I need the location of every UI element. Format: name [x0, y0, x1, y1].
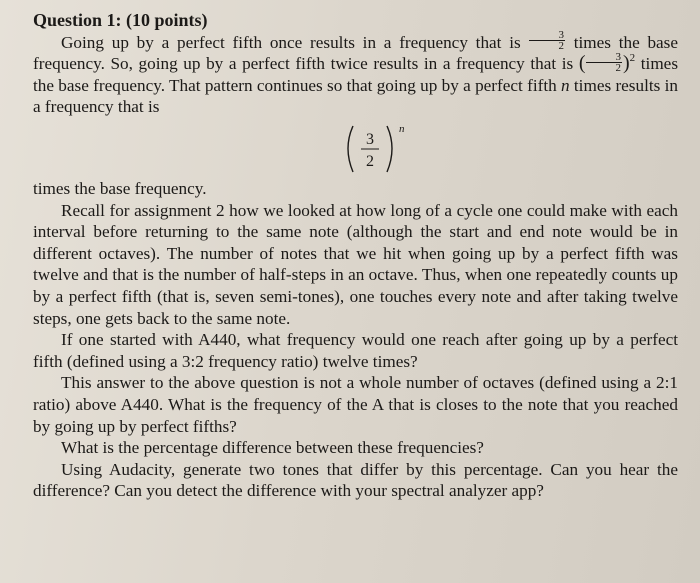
display-denominator: 2	[366, 152, 374, 170]
paragraph-percentage-question: What is the percentage difference between these frequencies?	[61, 438, 484, 458]
intro-part2: times the base frequency. So, going up by a perfect fifth twice results in a frequency that is	[33, 32, 679, 74]
after-display-text: times the base frequency.	[33, 178, 207, 198]
paragraph-a440-question: If one started with A440, what frequency would one reach after going up by a perfect fifth (defined using a 3:2 frequency ratio) twelve times?	[33, 330, 678, 371]
big-open-paren	[348, 126, 353, 172]
display-fraction-power	[343, 122, 423, 178]
fraction-denominator: 2	[615, 61, 621, 74]
close-paren: )	[622, 52, 630, 75]
intro-part1: Going up by a perfect fifth once results in a frequency that is	[61, 32, 521, 52]
fraction-three-halves-squared	[586, 52, 622, 73]
intro-part4: times results in a frequency that is	[33, 75, 678, 117]
paragraph-audacity-question: Using Audacity, generate two tones that differ by this percentage. Can you hear the difference? Can you detect the difference with your spectral analyzer app?	[33, 459, 678, 501]
display-numerator: 3	[366, 130, 374, 148]
intro-paragraph	[33, 29, 679, 118]
exponent-two: 2	[629, 52, 636, 65]
display-equation	[33, 118, 678, 178]
fraction-denominator: 2	[558, 40, 564, 53]
open-paren: (	[578, 52, 586, 75]
intro-part3: times the base frequency. That pattern continues so that going up by a perfect fifth	[33, 54, 679, 95]
fraction-numerator: 3	[529, 30, 565, 41]
variable-n: n	[561, 75, 570, 95]
fraction-three-halves	[529, 30, 565, 51]
paragraph-octave-question: This answer to the above question is not a whole number of octaves (defined using a 2:1 ratio) above A440. What is the frequency of the A that is closes to the note that you reached by going up by perfect fifths?	[33, 373, 678, 436]
fraction-numerator: 3	[586, 52, 622, 63]
display-exponent-n: n	[399, 122, 405, 135]
question-heading: Question 1: (10 points)	[33, 10, 208, 30]
big-close-paren	[387, 126, 392, 172]
paragraph-recall: Recall for assignment 2 how we looked at how long of a cycle one could make with each interval before returning to the same note (although the start and end note would be in different octaves). The number of notes that we hit when going up by a perfect fifth was twelve and that is the number of half-steps in an octave. Thus, when one repeatedly counts up by a perfect fifth (that is, seven semi-tones), one touches every note and after taking twelve steps, one gets back to the same note.	[33, 200, 678, 328]
